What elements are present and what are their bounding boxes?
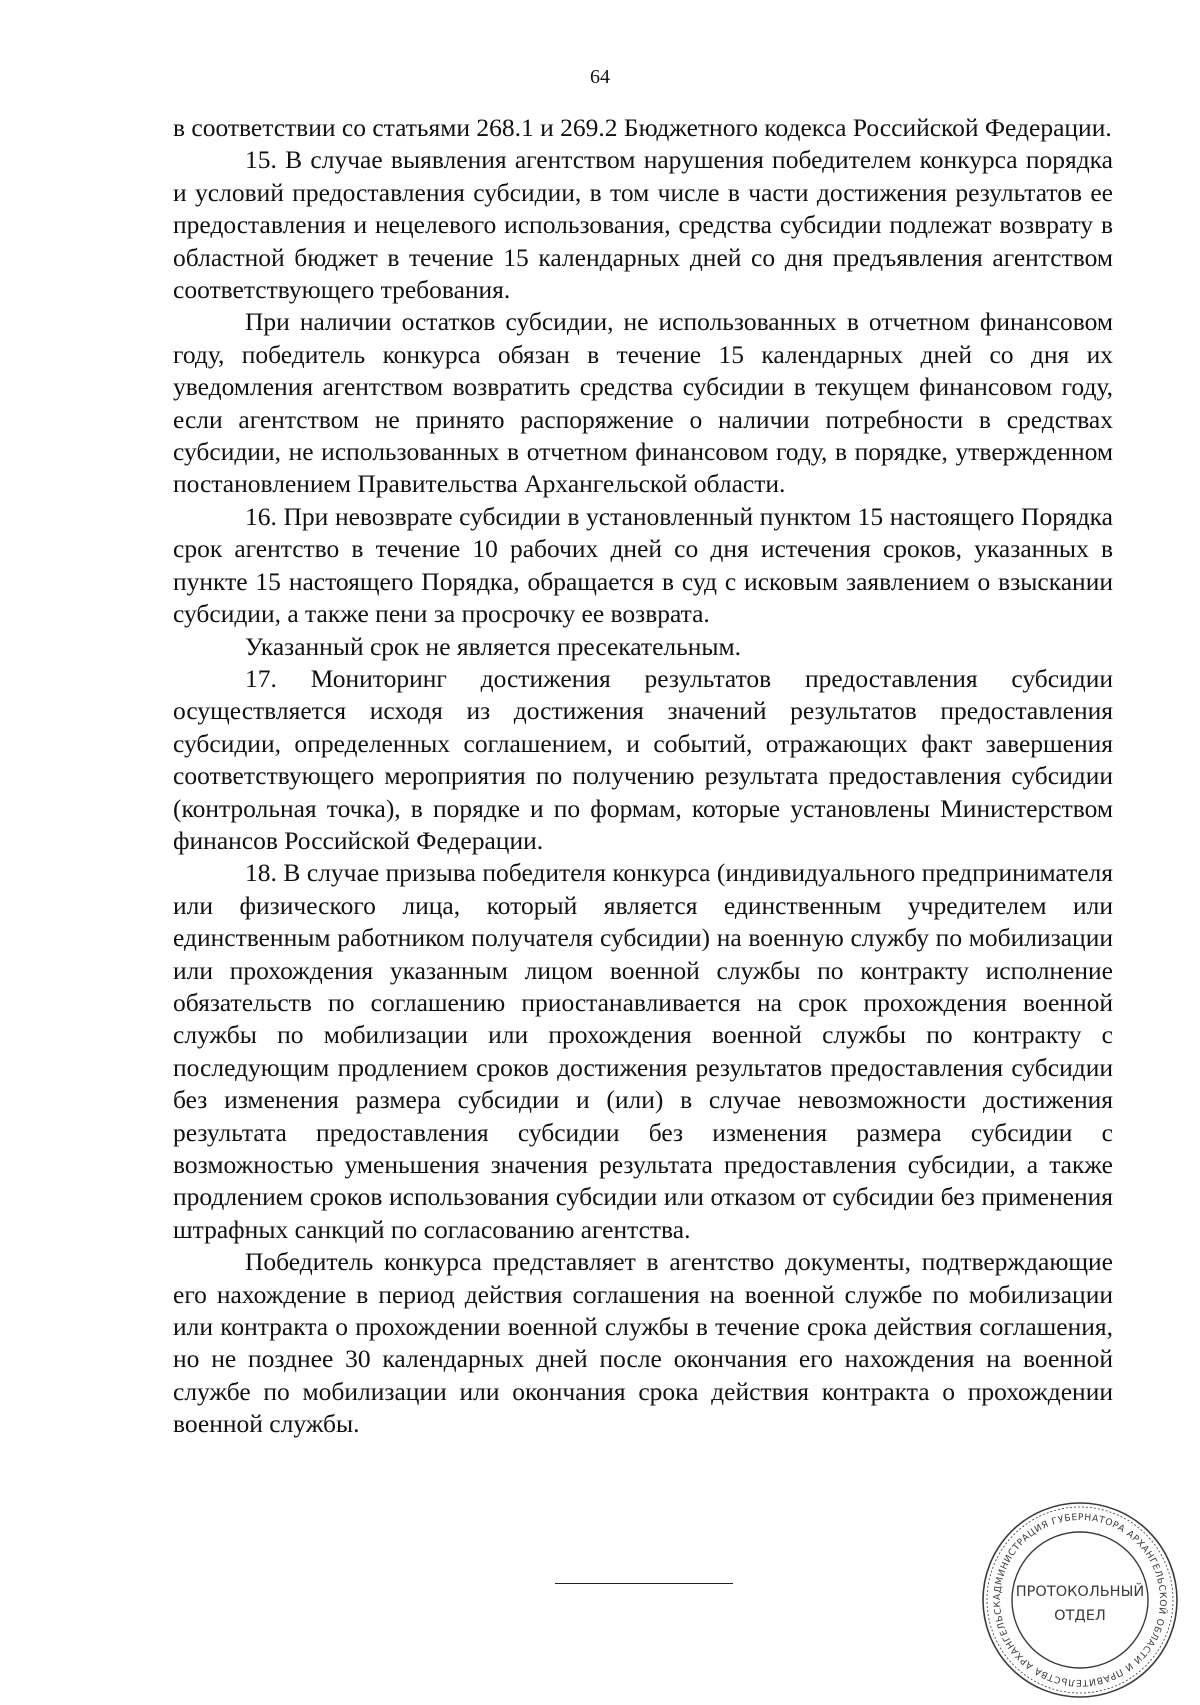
paragraph: 15. В случае выявления агентством нарушения победителем конкурса порядка и условий предоставления субсидии, в том числе в части достижения результатов ее предоставления и нецелевого использования, средства субсидии подлежат возврату в областной бюджет в течение 15 календарных дней со дня предъявления агентством соответствующего требования.	[173, 145, 1113, 305]
page-number: 64	[590, 66, 610, 88]
paragraph: При наличии остатков субсидии, не использованных в отчетном финансовом году, победитель конкурса обязан в течение 15 календарных дней со дня их уведомления агентством возвратить средства субсидии в текущем финансовом году, если агентством не принято распоряжение о наличии потребности в средствах субсидии, не использованных в отчетном финансовом году, в порядке, утвержденном постановлением Правительства Архангельской области.	[173, 307, 1113, 499]
paragraph: 18. В случае призыва победителя конкурса (индивидуального предпринимателя или физического лица, который является единственным учредителем или единственным работником получателя субсидии) на военную службу по мобилизации или прохождения указанным лицом военной службы по контракту исполнение обязательств по соглашению приостанавливается на срок прохождения военной службы по мобилизации или прохождения военной службы по контракту с последующим продлением сроков достижения результатов предоставления субсидии без изменения размера субсидии и (или) в случае невозможности достижения результата предоставления субсидии без изменения размера субсидии с возможностью уменьшения значения результата предоставления субсидии, а также продлением сроков использования субсидии или отказом от субсидии без применения штрафных санкций по согласованию агентства.	[173, 858, 1113, 1244]
stamp-ring-text: АДМИНИСТРАЦИЯ ГУБЕРНАТОРА АРХАНГЕЛЬСКОЙ ОБЛАСТИ И ПРАВИТЕЛЬСТВА АРХАНГЕЛЬСК	[991, 1511, 1169, 1689]
stamp-center-line1: ПРОТОКОЛЬНЫЙ	[1015, 1584, 1145, 1600]
document-body	[173, 112, 1113, 1441]
end-divider-line	[555, 1583, 733, 1584]
paragraph: 17. Мониторинг достижения результатов предоставления субсидии осуществляется исходя из достижения значений результатов предоставления субсидии, определенных соглашением, и событий, отражающих факт завершения соответствующего мероприятия по получению результата предоставления субсидии (контрольная точка), в порядке и по формам, которые установлены Министерством финансов Российской Федерации.	[173, 663, 1113, 855]
stamp-seal	[980, 1500, 1180, 1700]
stamp-center-line2: ОТДЕЛ	[1054, 1608, 1106, 1624]
paragraph: Победитель конкурса представляет в агентство документы, подтверждающие его нахождение в период действия соглашения на военной службе по мобилизации или контракта о прохождении военной службы в течение срока действия соглашения, но не позднее 30 календарных дней после окончания его нахождения на военной службе по мобилизации или окончания срока действия контракта о прохождении военной службы.	[173, 1247, 1113, 1439]
official-stamp	[980, 1500, 1180, 1700]
paragraph: Указанный срок не является пресекательным.	[245, 631, 742, 661]
paragraph: в соответствии со статьями 268.1 и 269.2 Бюджетного кодекса Российской Федерации.	[173, 113, 1112, 142]
paragraph: 16. При невозврате субсидии в установленный пунктом 15 настоящего Порядка срок агентство в течение 10 рабочих дней со дня истечения сроков, указанных в пункте 15 настоящего Порядка, обращается в суд с исковым заявлением о взыскании субсидии, а также пени за просрочку ее возврата.	[173, 501, 1113, 629]
